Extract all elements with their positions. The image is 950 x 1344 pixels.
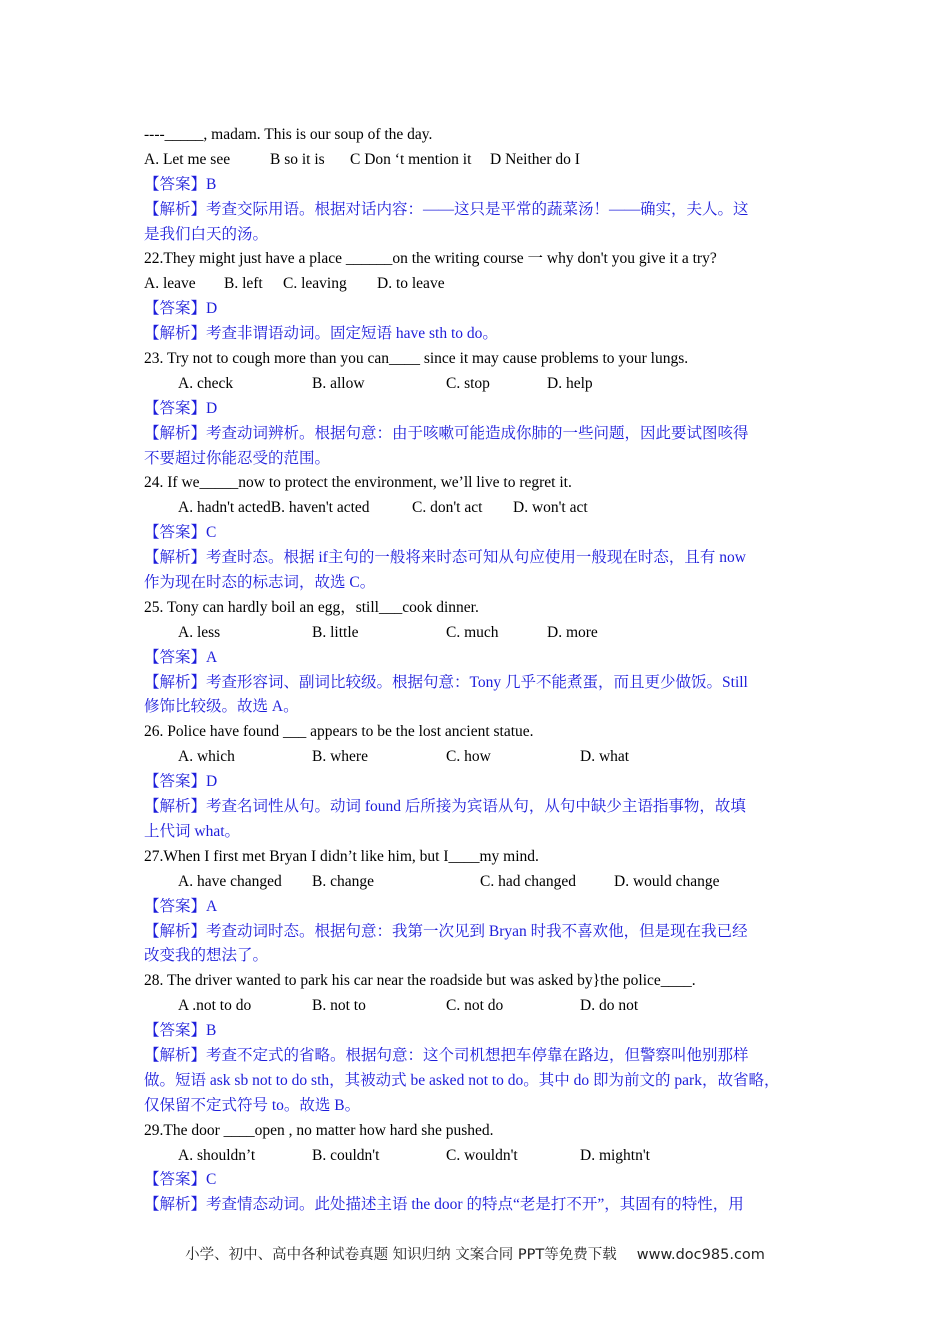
- option-a: A. which: [178, 748, 235, 766]
- question-options: [144, 496, 808, 521]
- answer-line: 【答案】B: [144, 175, 217, 193]
- answer-line: 【答案】A: [144, 897, 218, 915]
- analysis-line: 是我们白天的汤。: [144, 225, 269, 243]
- question-options: [144, 870, 808, 895]
- answer-line: 【答案】A: [144, 648, 218, 666]
- question-options: [144, 745, 808, 770]
- question-options: [144, 994, 808, 1019]
- question-text: 24. If we_____now to protect the environment, we’ll live to regret it.: [144, 474, 572, 492]
- page-footer: [0, 1243, 950, 1267]
- answer-line: 【答案】D: [144, 300, 218, 318]
- answer-line: 【答案】C: [144, 524, 217, 542]
- analysis-line: 【解析】考查非谓语动词。固定短语 have sth to do。: [144, 325, 498, 343]
- option-d: D. mightn't: [580, 1146, 650, 1164]
- option-c: C. stop: [446, 374, 490, 392]
- option-c: C Don ‘t mention it: [350, 150, 472, 168]
- analysis-line: 不要超过你能忍受的范围。: [144, 449, 331, 467]
- option-c: C. don't act: [412, 499, 483, 517]
- option-a: A. have changed: [178, 872, 282, 890]
- option-c: C. wouldn't: [446, 1146, 518, 1164]
- option-a: A. shouldn’t: [178, 1146, 256, 1164]
- footer-site-link[interactable]: www.doc985.com: [636, 1247, 765, 1263]
- question-options: [144, 372, 808, 397]
- option-b: B. couldn't: [312, 1146, 380, 1164]
- option-b: B. not to: [312, 997, 366, 1015]
- question-text: 22.They might just have a place ______on the writing course 一 why don't you give it a try?: [144, 250, 717, 268]
- question-options: [144, 272, 808, 297]
- option-b: B. little: [312, 623, 359, 641]
- intro-dialog: ----_____, madam. This is our soup of the day.: [144, 126, 433, 143]
- option-a: A. Let me see: [144, 150, 231, 168]
- option-d: D. more: [547, 623, 598, 641]
- footer-text: 小学、初中、高中各种试卷真题 知识归纳 文案合同 PPT等免费下载: [185, 1247, 617, 1263]
- question-text: 27.When I first met Bryan I didn’t like him, but I____my mind.: [144, 847, 539, 865]
- analysis-line: 【解析】考查动词辨析。根据句意：由于咳嗽可能造成你肺的一些问题，因此要试图咳得: [144, 424, 749, 442]
- option-b: B. change: [312, 872, 374, 890]
- option-d: D Neither do I: [490, 150, 580, 168]
- answer-line: 【答案】B: [144, 1022, 217, 1040]
- analysis-line: 修饰比较级。故选 A。: [144, 698, 299, 716]
- option-a: A .not to do: [178, 997, 252, 1015]
- analysis-line: 【解析】考查名词性从句。动词 found 后所接为宾语从句，从句中缺少主语指事物，故填: [144, 798, 746, 816]
- option-d: D. do not: [580, 997, 639, 1015]
- option-a: A. less: [178, 623, 221, 641]
- option-d: D. help: [547, 374, 593, 392]
- analysis-line: 【解析】考查情态动词。此处描述主语 the door 的特点“老是打不开”，其固有的特性，用: [144, 1196, 744, 1214]
- option-b: B. where: [312, 748, 368, 766]
- question-options: [144, 1144, 808, 1169]
- analysis-line: 【解析】考查交际用语。根据对话内容：——这只是平常的蔬菜汤！——确实，夫人。这: [144, 200, 749, 218]
- answer-line: 【答案】D: [144, 773, 218, 791]
- analysis-line: 仅保留不定式符号 to。故选 B。: [144, 1096, 361, 1114]
- answer-line: 【答案】C: [144, 1171, 217, 1189]
- analysis-line: 做。短语 ask sb not to do sth，其被动式 be asked not to do。其中 do 即为前文的 park，故省略，: [144, 1071, 780, 1089]
- option-d: D. to leave: [377, 275, 445, 293]
- option-c: C. much: [446, 623, 499, 641]
- analysis-line: 上代词 what。: [144, 822, 241, 840]
- analysis-line: 作为现在时态的标志词，故选 C。: [144, 574, 376, 592]
- analysis-line: 【解析】考查不定式的省略。根据句意：这个司机想把车停靠在路边，但警察叫他别那样: [144, 1046, 749, 1064]
- option-c: C. leaving: [283, 275, 347, 293]
- option-d: D. would change: [614, 872, 720, 890]
- option-c: C. how: [446, 748, 491, 766]
- answer-line: 【答案】D: [144, 399, 218, 417]
- option-ab: A. hadn't actedB. haven't acted: [178, 499, 370, 517]
- question-text: 23. Try not to cough more than you can____ since it may cause problems to your lungs.: [144, 350, 689, 368]
- question-text: 28. The driver wanted to park his car near the roadside but was asked by}the police____.: [144, 972, 696, 990]
- analysis-line: 【解析】考查时态。根据 if主句的一般将来时态可知从句应使用一般现在时态，且有 now: [144, 549, 746, 567]
- question-options: [144, 621, 808, 646]
- option-b: B so it is: [270, 150, 325, 168]
- document-body: [144, 123, 808, 1218]
- option-c: C. not do: [446, 997, 504, 1015]
- question-text: 26. Police have found ___ appears to be the lost ancient statue.: [144, 723, 534, 741]
- question-text: 25. Tony can hardly boil an egg，still___cook dinner.: [144, 598, 479, 616]
- option-a: A. leave: [144, 275, 196, 293]
- analysis-line: 【解析】考查动词时态。根据句意：我第一次见到 Bryan 时我不喜欢他，但是现在我已经: [144, 922, 748, 940]
- option-b: B. allow: [312, 374, 365, 392]
- option-c: C. had changed: [480, 872, 576, 890]
- option-d: D. what: [580, 748, 630, 766]
- option-a: A. check: [178, 374, 234, 392]
- option-d: D. won't act: [513, 499, 588, 517]
- option-b: B. left: [224, 275, 263, 293]
- analysis-line: 【解析】考查形容词、副词比较级。根据句意：Tony 几乎不能煮蛋，而且更少做饭。Still: [144, 673, 748, 691]
- intro-options: [144, 148, 808, 173]
- analysis-line: 改变我的想法了。: [144, 947, 269, 965]
- question-text: 29.The door ____open , no matter how hard she pushed.: [144, 1121, 494, 1139]
